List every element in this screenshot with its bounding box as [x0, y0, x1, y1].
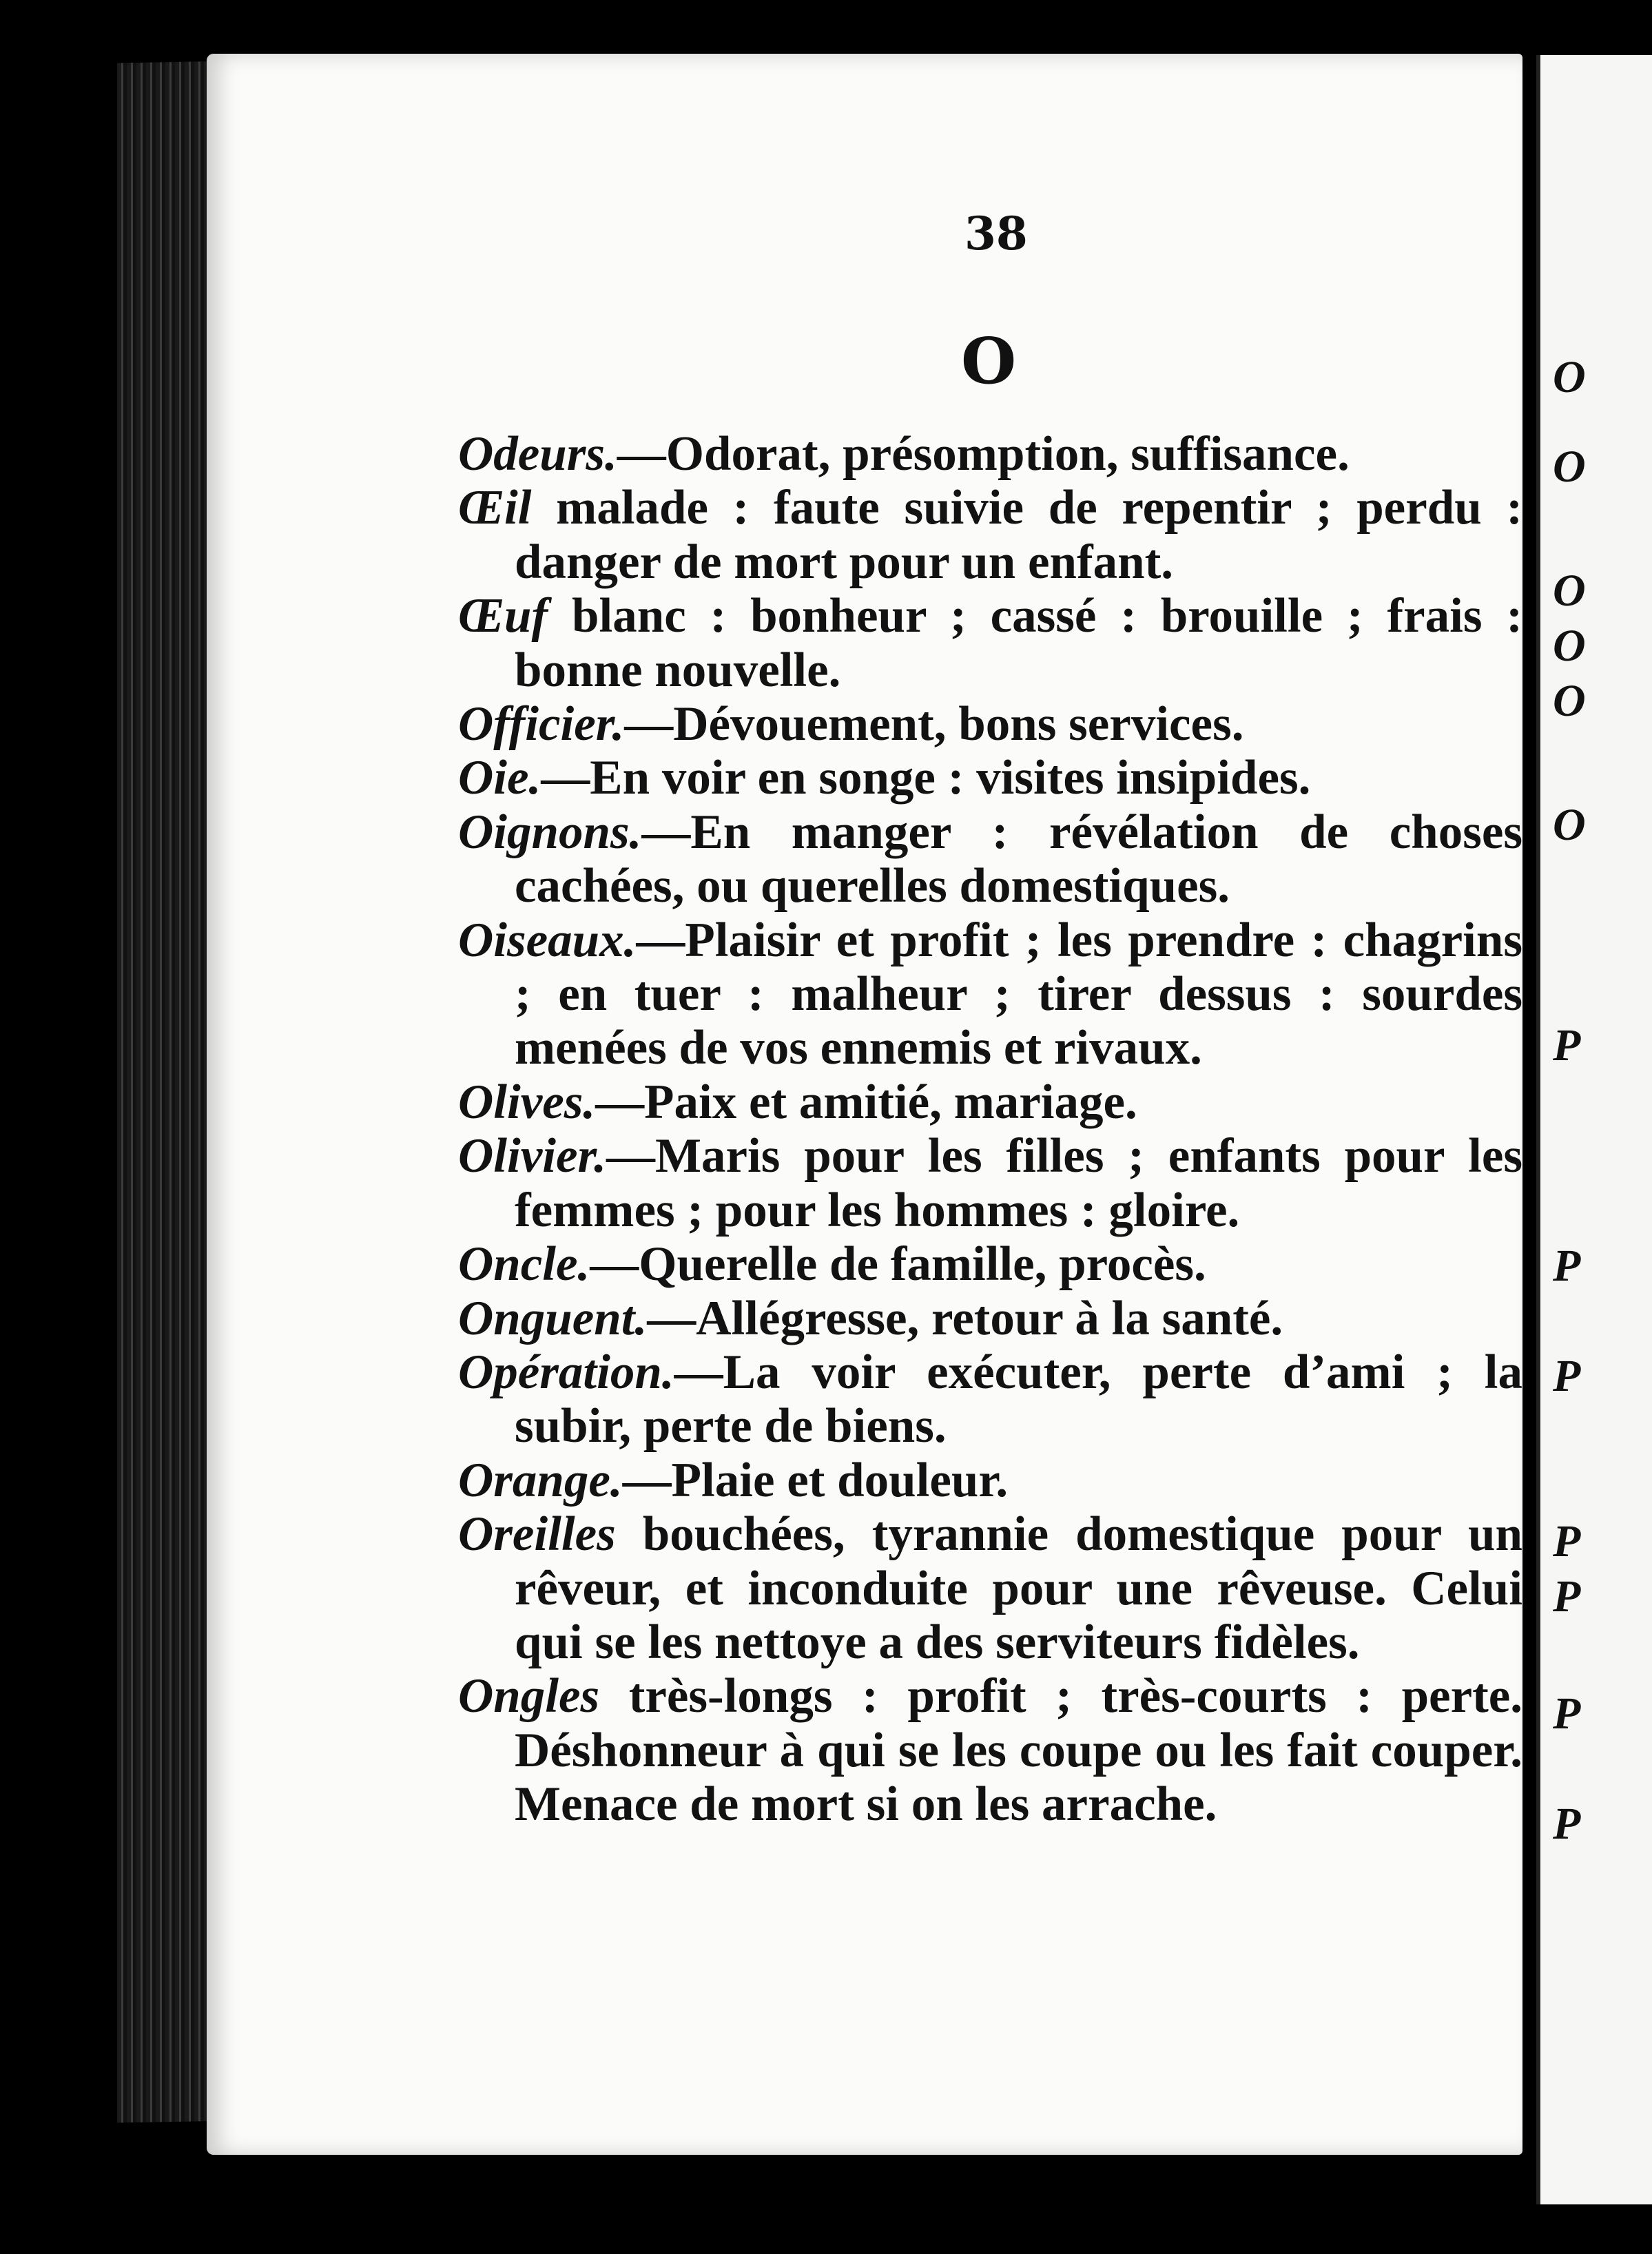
facing-fragment: O	[1553, 676, 1586, 726]
entry-oie: Oie.—En voir en songe : visites insipides.	[458, 751, 1311, 805]
facing-fragment: P	[1553, 1516, 1581, 1567]
entry-orange: Orange.—Plaie et douleur.	[458, 1453, 1009, 1507]
dictionary-entries	[458, 427, 1522, 1832]
facing-fragment: P	[1553, 1020, 1581, 1071]
entry-text: Plaisir et profit ; les prendre : chagrins ; en tuer : malheur ; tirer dessus : sourdes menées de vos ennemis et rivaux.	[515, 913, 1522, 1075]
entry-term: Œil	[458, 481, 532, 535]
entry-oiseaux: Oiseaux.—Plaisir et profit ; les prendre : chagrins ; en tuer : malheur ; tirer dessus : sourdes menées de vos ennemis et rivaux.	[458, 913, 1522, 1075]
section-letter: O	[961, 324, 1017, 398]
entry-term: Oie.	[458, 751, 541, 805]
facing-fragment: P	[1553, 1351, 1581, 1401]
entry-text: Plaie et douleur.	[671, 1453, 1009, 1507]
entry-text: Allégresse, retour à la santé.	[696, 1291, 1283, 1345]
entry-term: Orange.	[458, 1453, 623, 1507]
entry-text: La voir exécuter, perte d’ami ; la subir, perte de biens.	[515, 1345, 1522, 1454]
entry-operation: Opération.—La voir exécuter, perte d’ami ; la subir, perte de biens.	[458, 1345, 1522, 1454]
entry-oeil	[458, 481, 1522, 589]
entry-term: Œuf	[458, 589, 548, 643]
entry-term: Oreilles	[458, 1507, 616, 1562]
entry-term: Oignons.	[458, 805, 642, 859]
entry-term: Officier.	[458, 697, 625, 752]
entry-text: En voir en songe : visites insipides.	[590, 751, 1311, 805]
entry-term: Olivier.	[458, 1129, 606, 1183]
entry-oignons: Oignons.—En manger : révélation de choses cachées, ou querelles domestiques.	[458, 805, 1522, 913]
entry-text: très-longs : profit ; très-courts : perte. Déshonneur à qui se les coupe ou les fait couper. Menace de mort si on les arrache.	[515, 1669, 1522, 1832]
entry-term: Ongles	[458, 1669, 600, 1724]
entry-term: Opération.	[458, 1345, 674, 1399]
facing-fragment: O	[1553, 621, 1586, 671]
entry-oeuf	[458, 589, 1522, 697]
facing-fragment: O	[1553, 566, 1586, 616]
entry-term: Onguent.	[458, 1291, 648, 1345]
facing-fragment: P	[1553, 1688, 1581, 1739]
facing-page-edge	[1536, 55, 1652, 2204]
facing-fragment: O	[1553, 442, 1586, 492]
page-number: 38	[964, 207, 1028, 260]
entry-term: Odeurs.	[458, 427, 617, 481]
entry-text: Maris pour les filles ; enfants pour les femmes ; pour les hommes : gloire.	[515, 1129, 1522, 1237]
entry-term: Olives.	[458, 1075, 596, 1129]
facing-fragment: O	[1553, 800, 1586, 850]
entry-oreilles	[458, 1507, 1522, 1669]
entry-olives: Olives.—Paix et amitié, mariage.	[458, 1075, 1137, 1129]
facing-fragment: P	[1553, 1241, 1581, 1291]
entry-olivier: Olivier.—Maris pour les filles ; enfants pour les femmes ; pour les hommes : gloire.	[458, 1129, 1522, 1237]
entry-text: Odorat, présomption, suffisance.	[665, 427, 1350, 481]
entry-text: bouchées, tyrannie domestique pour un rêveur, et inconduite pour une rêveuse. Celui qui se les nettoye a des serviteurs fidèles.	[515, 1507, 1523, 1669]
entry-oncle: Oncle.—Querelle de famille, procès.	[458, 1237, 1206, 1292]
entry-text: malade : faute suivie de repentir ; perdu : danger de mort pour un enfant.	[515, 481, 1522, 589]
entry-ongles	[458, 1669, 1522, 1831]
entry-text: Querelle de famille, procès.	[639, 1237, 1206, 1292]
entry-text: En manger : révélation de choses cachées, ou querelles domestiques.	[515, 805, 1522, 913]
entry-text: Dévouement, bons services.	[673, 697, 1244, 752]
entry-odeurs: Odeurs.—Odorat, présomption, suffisance.	[458, 427, 1350, 481]
facing-fragment: O	[1553, 352, 1586, 402]
facing-fragment: P	[1553, 1799, 1581, 1849]
entry-text: blanc : bonheur ; cassé : brouille ; frais : bonne nouvelle.	[515, 589, 1522, 697]
facing-fragment: P	[1553, 1571, 1581, 1622]
entry-text: Paix et amitié, mariage.	[644, 1075, 1137, 1129]
entry-officier: Officier.—Dévouement, bons services.	[458, 697, 1244, 752]
entry-onguent: Onguent.—Allégresse, retour à la santé.	[458, 1291, 1283, 1345]
entry-term: Oiseaux.	[458, 913, 637, 967]
entry-term: Oncle.	[458, 1237, 590, 1292]
